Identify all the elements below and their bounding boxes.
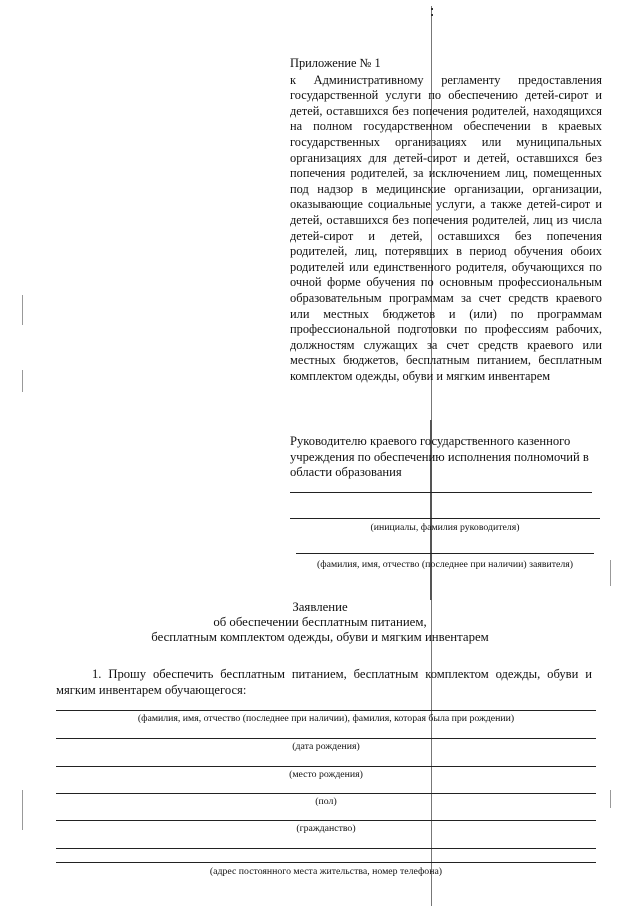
paragraph-1 (56, 666, 592, 698)
full-name-caption: (фамилия, имя, отчество (последнее при наличии), фамилия, которая была при рождении) (137, 713, 515, 724)
sex-caption: (пол) (315, 796, 337, 807)
address-caption: (адрес постоянного места жительства, номер телефона) (209, 866, 443, 877)
applicant-caption: (фамилия, имя, отчество (последнее при наличии) заявителя) (316, 559, 573, 570)
address-fill-line-2[interactable] (56, 862, 596, 863)
applicant-fill-line[interactable] (296, 553, 594, 554)
birth-date-caption: (дата рождения) (292, 741, 360, 752)
scan-edge-mark (610, 560, 611, 586)
scan-speck (431, 14, 433, 16)
citizenship-fill-line[interactable] (56, 820, 596, 821)
head-name-fill-line[interactable] (290, 518, 600, 519)
full-name-fill-line[interactable] (56, 710, 596, 711)
citizenship-caption: (гражданство) (296, 823, 356, 834)
addressee-block: Руководителю краевого государственного казенного учреждения по обеспечению исполнения полномочий в области образования (290, 434, 589, 480)
birth-place-caption: (место рождения) (289, 769, 363, 780)
scan-speck (431, 8, 433, 10)
birth-place-fill-line[interactable] (56, 766, 596, 767)
address-fill-line-1[interactable] (56, 848, 596, 849)
paragraph-1-text: 1. Прошу обеспечить бесплатным питанием, бесплатным комплектом одежды, обуви и мягким инвентарем обучающегося: (56, 667, 592, 697)
title-line-1: Заявление (292, 600, 348, 614)
title-line-3: бесплатным комплектом одежды, обуви и мягким инвентарем (151, 630, 489, 644)
appendix-block (290, 56, 602, 384)
scan-edge-mark (22, 370, 23, 392)
title-line-2: об обеспечении бесплатным питанием, (213, 615, 427, 629)
head-name-caption: (инициалы, фамилия руководителя) (370, 522, 520, 533)
scan-edge-mark (22, 790, 23, 830)
addressee-fill-line[interactable] (290, 492, 592, 493)
sex-fill-line[interactable] (56, 793, 596, 794)
scan-edge-mark (610, 790, 611, 808)
scan-edge-mark (22, 295, 23, 325)
appendix-heading: Приложение № 1 (290, 56, 381, 70)
birth-date-fill-line[interactable] (56, 738, 596, 739)
appendix-text: к Административному регламенту предоставления государственной услуги по обеспечению детей-сирот и детей, оставшихся без попечения родителей, находящихся на полном государственном обеспечении в краевых государственных организациях или муниципальных организациях для детей-сирот и детей, оставшихся без попечения родителей, за исключением лиц, помещенных под надзор в медицинские организации, организации, оказывающие социальные услуги, а также детей-сирот и детей, оставшихся без попечения родителей, лиц из числа детей-сирот и детей, оставшихся без попечения родителей, лиц, потерявших в период обучения обоих родителей или единственного родителя, обучающихся по очной форме обучения по основным профессиональным образовательным программам за счет средств краевого или местных бюджетов и (или) по программам профессиональной подготовки по профессиям рабочих, должностям служащих за счет средств краевого или местных бюджетов, бесплатным питанием, бесплатным комплектом одежды, обуви и мягким инвентарем (290, 72, 602, 383)
